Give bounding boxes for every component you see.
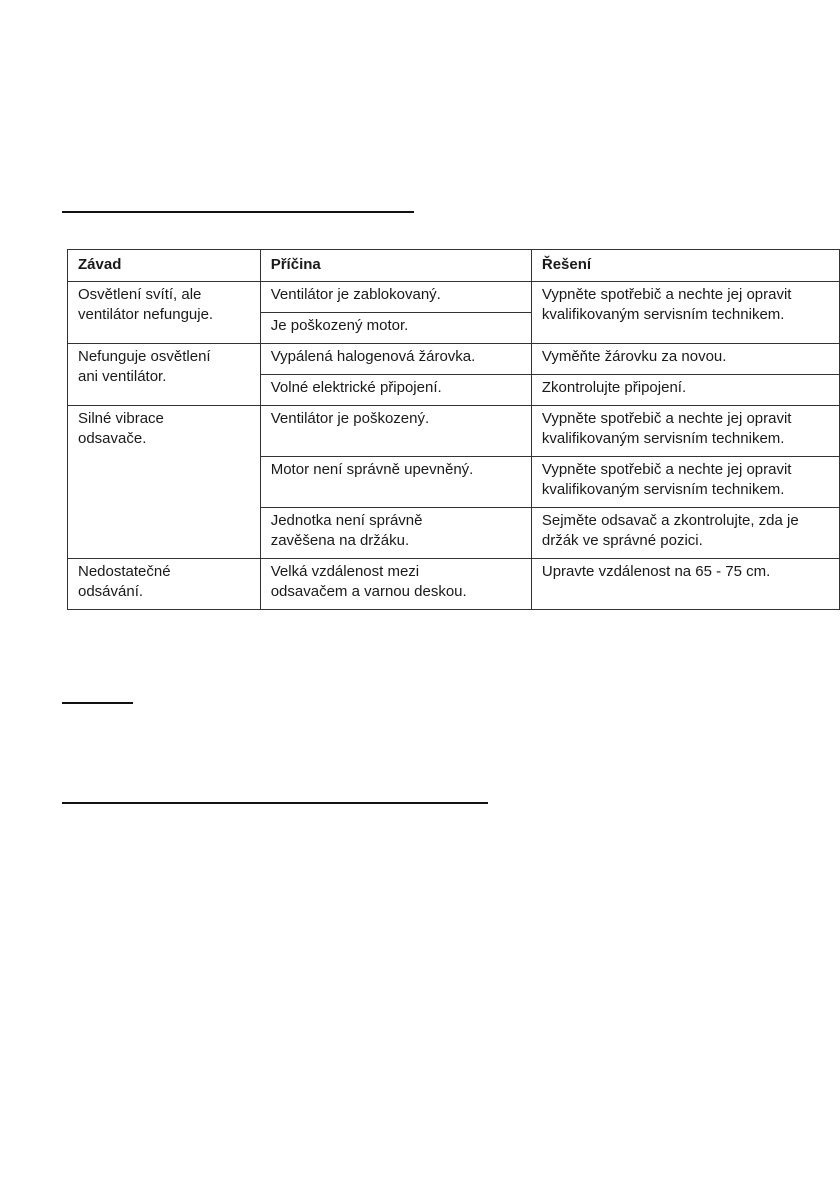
table-header-row bbox=[68, 250, 840, 282]
solution-text-line: Zkontrolujte připojení. bbox=[541, 379, 687, 396]
fault-text-line: Nedostatečné bbox=[78, 563, 171, 580]
section-heading-underline bbox=[62, 211, 414, 213]
table-row bbox=[68, 282, 840, 313]
cause-text-line: zavěšena na držáku. bbox=[270, 532, 410, 549]
cause-text-line: Motor není správně upevněný. bbox=[270, 461, 474, 478]
cause-text-line: Jednotka není správně bbox=[270, 512, 423, 529]
solution-cell bbox=[531, 344, 839, 375]
cause-cell bbox=[260, 282, 531, 313]
cause-text-line: Velká vzdálenost mezi bbox=[270, 563, 420, 580]
troubleshooting-table bbox=[67, 249, 840, 610]
cause-cell bbox=[260, 344, 531, 375]
header-cause: Příčina bbox=[260, 250, 531, 282]
fault-text-line: ventilátor nefunguje. bbox=[78, 306, 214, 323]
table-row bbox=[68, 406, 840, 457]
solution-cell bbox=[531, 457, 839, 508]
cause-text-line: Ventilátor je poškozený. bbox=[270, 410, 430, 427]
solution-cell bbox=[531, 508, 839, 559]
solution-text-line: kvalifikovaným servisním technikem. bbox=[541, 430, 785, 447]
fault-text-line: odsávání. bbox=[78, 583, 144, 600]
section-heading-underline bbox=[62, 702, 133, 704]
solution-text-line: Vyměňte žárovku za novou. bbox=[541, 348, 727, 365]
fault-text-line: odsavače. bbox=[78, 430, 147, 447]
solution-cell bbox=[531, 559, 839, 610]
fault-cell bbox=[68, 282, 261, 344]
solution-cell bbox=[531, 282, 839, 344]
cause-cell bbox=[260, 559, 531, 610]
cause-text-line: Je poškozený motor. bbox=[270, 317, 409, 334]
cause-cell bbox=[260, 508, 531, 559]
solution-cell bbox=[531, 406, 839, 457]
fault-cell bbox=[68, 344, 261, 406]
fault-cell bbox=[68, 406, 261, 559]
section-heading-underline bbox=[62, 802, 488, 804]
table-row bbox=[68, 559, 840, 610]
table-row bbox=[68, 344, 840, 375]
header-solution: Řešení bbox=[531, 250, 839, 282]
cause-cell bbox=[260, 457, 531, 508]
solution-text-line: Vypněte spotřebič a nechte jej opravit bbox=[541, 286, 792, 303]
cause-cell bbox=[260, 406, 531, 457]
solution-text-line: Sejměte odsavač a zkontrolujte, zda je bbox=[541, 512, 799, 529]
fault-cell bbox=[68, 559, 261, 610]
fault-text-line: ani ventilátor. bbox=[78, 368, 167, 385]
fault-text-line: Nefunguje osvětlení bbox=[78, 348, 211, 365]
cause-cell bbox=[260, 313, 531, 344]
cause-cell bbox=[260, 375, 531, 406]
solution-text-line: kvalifikovaným servisním technikem. bbox=[541, 306, 785, 323]
solution-text-line: Upravte vzdálenost na 65 - 75 cm. bbox=[541, 563, 771, 580]
fault-text-line: Osvětlení svítí, ale bbox=[78, 286, 202, 303]
solution-text-line: Vypněte spotřebič a nechte jej opravit bbox=[541, 410, 792, 427]
header-fault: Závad bbox=[68, 250, 261, 282]
cause-text-line: Ventilátor je zablokovaný. bbox=[270, 286, 441, 303]
solution-text-line: Vypněte spotřebič a nechte jej opravit bbox=[541, 461, 792, 478]
fault-text-line: Silné vibrace bbox=[78, 410, 164, 427]
cause-text-line: Volné elektrické připojení. bbox=[270, 379, 442, 396]
cause-text-line: odsavačem a varnou deskou. bbox=[270, 583, 467, 600]
cause-text-line: Vypálená halogenová žárovka. bbox=[270, 348, 476, 365]
solution-text-line: držák ve správné pozici. bbox=[541, 532, 703, 549]
solution-cell bbox=[531, 375, 839, 406]
solution-text-line: kvalifikovaným servisním technikem. bbox=[541, 481, 785, 498]
